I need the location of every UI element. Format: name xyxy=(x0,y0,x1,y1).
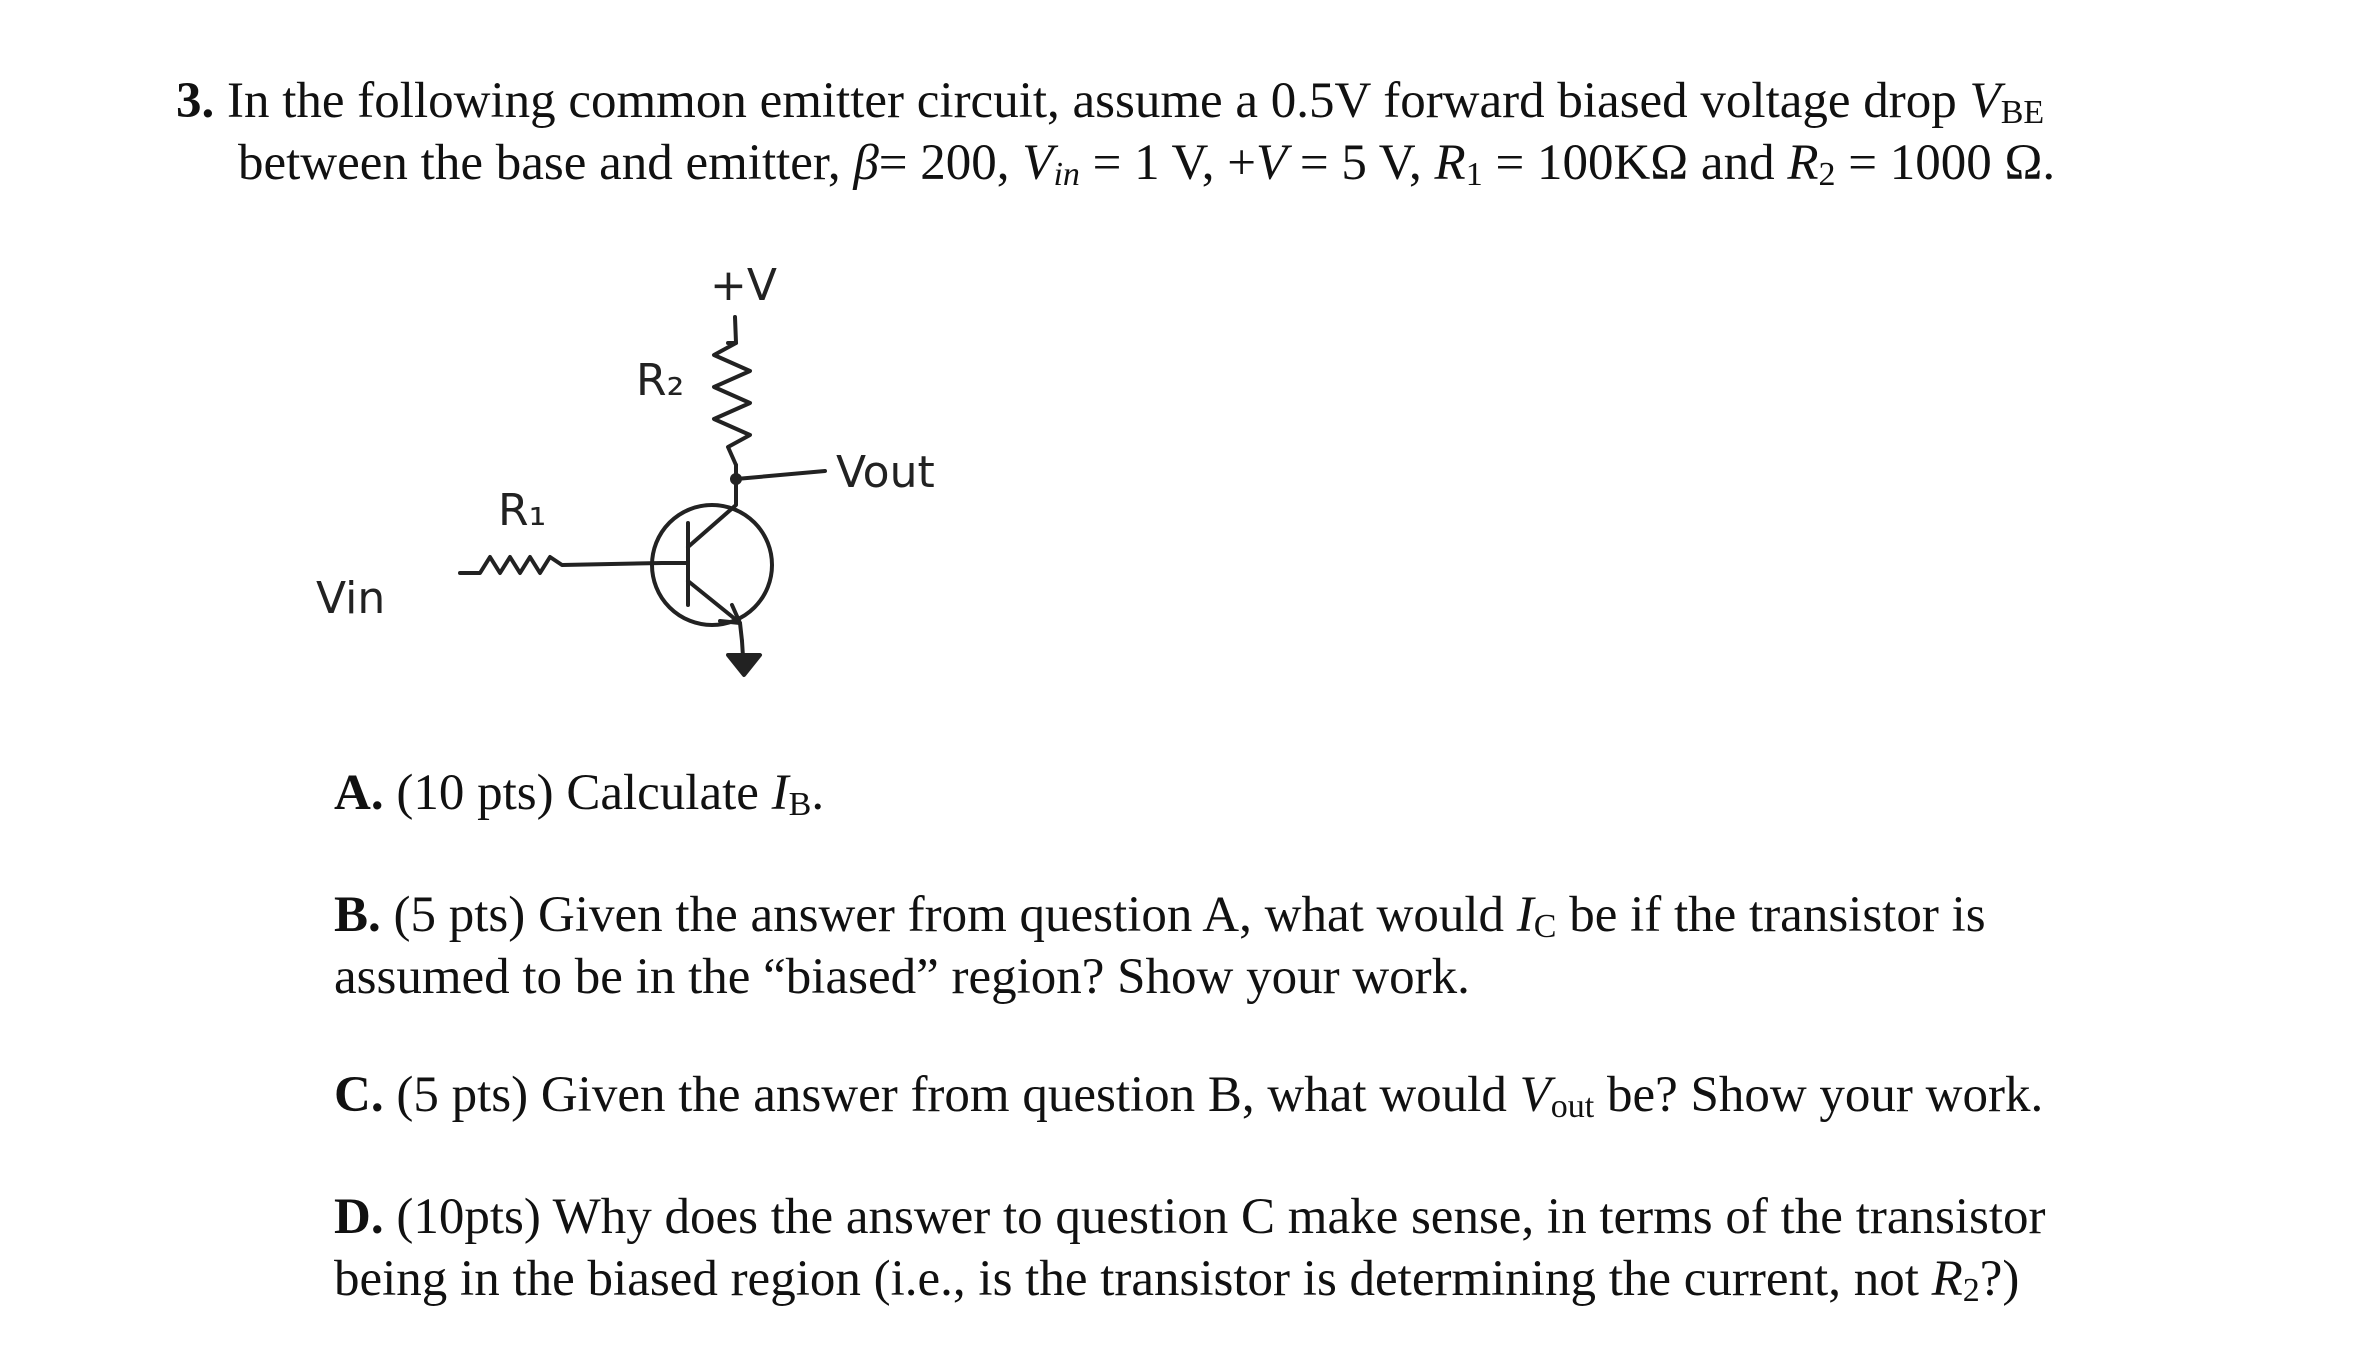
question-b xyxy=(334,884,2234,1008)
beta-symbol: β xyxy=(853,135,879,191)
question-d-line-2 xyxy=(334,1248,2234,1310)
problem-number: 3. xyxy=(176,73,215,129)
supply-label: +V xyxy=(710,260,777,311)
question-a-tag: A. xyxy=(334,765,384,821)
r1-resistor xyxy=(460,557,662,573)
question-d-end: ?) xyxy=(1979,1251,2020,1307)
question-b-line-1 xyxy=(334,884,2234,946)
v-symbol: V xyxy=(1256,135,1288,191)
question-d xyxy=(334,1186,2234,1310)
question-d-tag: D. xyxy=(334,1189,384,1245)
collector-node-dot xyxy=(730,473,742,485)
r2-subscript: 2 xyxy=(1818,156,1836,193)
beta-value: = 200, xyxy=(878,135,1023,191)
vin-subscript: in xyxy=(1053,156,1080,193)
vout-wire xyxy=(736,471,825,479)
question-c xyxy=(334,1064,2234,1126)
question-b-subscript: C xyxy=(1533,908,1557,945)
question-d-subscript: 2 xyxy=(1962,1272,1980,1309)
question-a-end: . xyxy=(811,765,825,821)
v-value: = 5 V, xyxy=(1287,135,1435,191)
question-b-text2: be if the transistor is xyxy=(1556,887,1986,943)
question-c-text1: (5 pts) Given the answer from question B, what would xyxy=(383,1067,1520,1123)
question-c-text2: be? Show your work. xyxy=(1594,1067,2044,1123)
question-b-tag: B. xyxy=(334,887,381,943)
vin-value: = 1 V, + xyxy=(1079,135,1257,191)
r2-label: R₂ xyxy=(636,355,685,406)
transistor-collector xyxy=(688,479,736,547)
problem-statement xyxy=(176,70,2316,194)
ground-arrow xyxy=(728,655,760,675)
question-d-line2: being in the biased region (i.e., is the transistor is determining the current, not xyxy=(334,1251,1932,1307)
question-b-symbol: I xyxy=(1516,887,1534,943)
question-a-subscript: B xyxy=(788,786,812,823)
question-b-text1: (5 pts) Given the answer from question A, what would xyxy=(380,887,1517,943)
line2-start: between the base and emitter, xyxy=(238,135,854,191)
question-d-line-1 xyxy=(334,1186,2234,1248)
vbe-subscript: BE xyxy=(2000,94,2045,131)
r2-resistor xyxy=(714,343,750,465)
vbe-symbol: V xyxy=(1969,73,2001,129)
question-a xyxy=(334,762,2234,824)
question-d-text1: (10pts) Why does the answer to question C make sense, in terms of the transistor xyxy=(383,1189,2046,1245)
r2-symbol: R xyxy=(1787,135,1819,191)
question-c-tag: C. xyxy=(334,1067,384,1123)
r1-subscript: 1 xyxy=(1465,156,1483,193)
vout-label: Vout xyxy=(836,447,935,498)
question-c-subscript: out xyxy=(1550,1088,1595,1125)
question-b-line-2: assumed to be in the “biased” region? Show your work. xyxy=(334,949,1470,1005)
problem-line-1 xyxy=(176,70,2316,132)
vin-symbol: V xyxy=(1022,135,1054,191)
r2-value: = 1000 Ω. xyxy=(1835,135,2056,191)
question-c-symbol: V xyxy=(1519,1067,1551,1123)
question-a-symbol: I xyxy=(771,765,789,821)
r1-value: = 100KΩ and xyxy=(1482,135,1788,191)
problem-intro: In the following common emitter circuit, assume a 0.5V forward biased voltage drop xyxy=(227,73,1970,129)
supply-wire xyxy=(728,317,736,343)
vin-label: Vin xyxy=(316,573,386,624)
problem-line-2 xyxy=(176,132,2316,194)
question-a-text: (10 pts) Calculate xyxy=(383,765,772,821)
circuit-diagram xyxy=(300,225,1000,715)
question-d-symbol: R xyxy=(1931,1251,1963,1307)
r1-label: R₁ xyxy=(498,485,547,536)
r1-symbol: R xyxy=(1434,135,1466,191)
